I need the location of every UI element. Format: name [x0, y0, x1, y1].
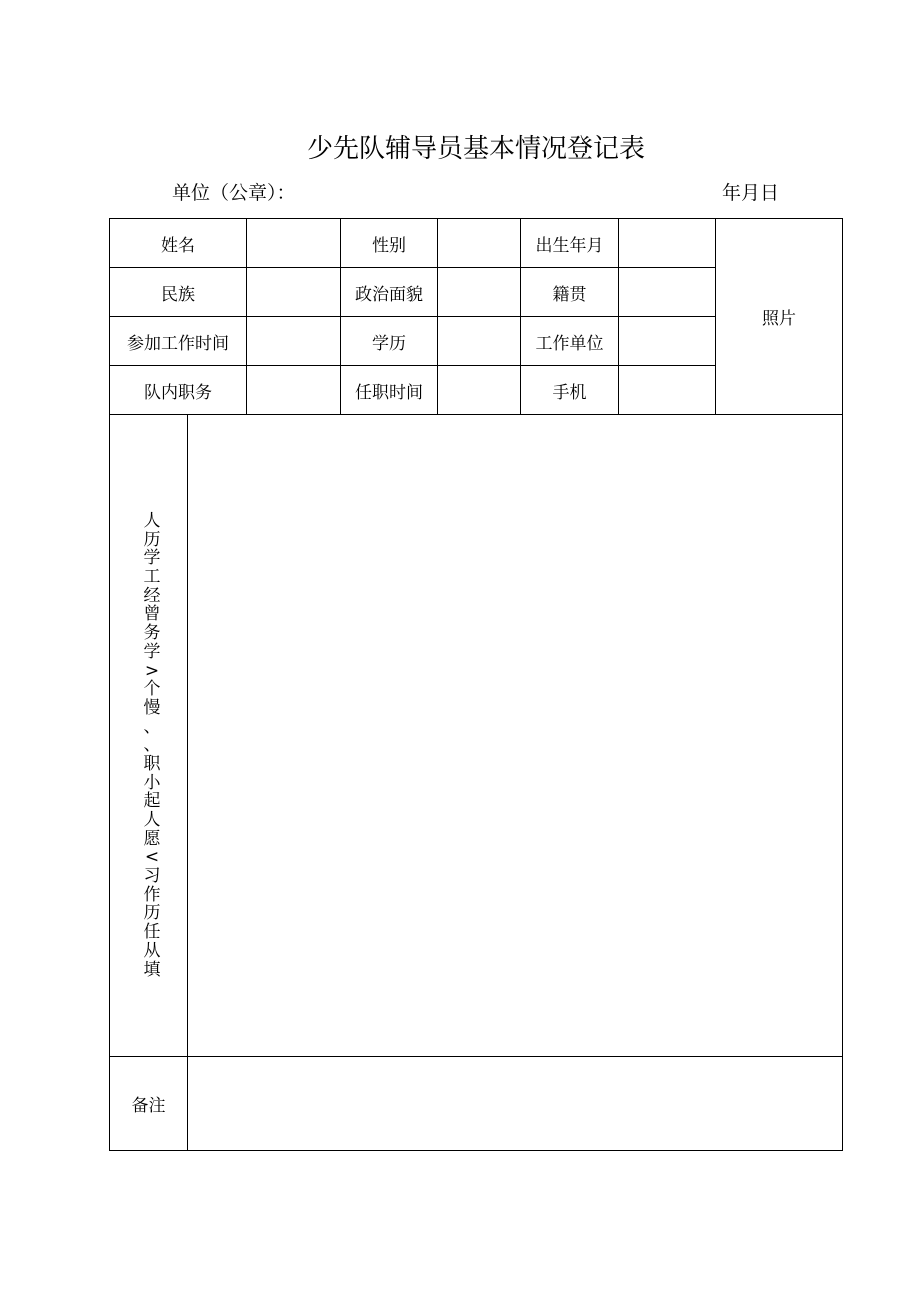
tenure-label: 任职时间	[341, 366, 438, 415]
native-place-value-cell[interactable]	[619, 268, 716, 317]
resume-label-char: <	[144, 847, 160, 868]
notes-row	[110, 1057, 843, 1151]
resume-vertical-label	[142, 512, 162, 979]
team-position-value-cell[interactable]	[247, 366, 341, 415]
work-unit-value-cell[interactable]	[619, 317, 716, 366]
resume-label-char: 历	[143, 903, 161, 924]
team-position-label: 队内职务	[110, 366, 247, 415]
political-status-label: 政治面貌	[341, 268, 438, 317]
phone-value-cell[interactable]	[619, 366, 716, 415]
ethnicity-label: 民族	[110, 268, 247, 317]
political-status-value-cell[interactable]	[438, 268, 521, 317]
resume-label-char: 起	[143, 791, 161, 812]
birth-value-cell[interactable]	[619, 219, 716, 268]
resume-label-char: 学	[143, 548, 161, 569]
notes-value-cell[interactable]	[188, 1057, 843, 1151]
ethnicity-value-cell[interactable]	[247, 268, 341, 317]
resume-label-char: 学	[143, 641, 161, 662]
resume-label-char: 人	[143, 810, 161, 830]
resume-label-char: 小	[143, 772, 161, 793]
resume-label-char: 曾	[143, 604, 161, 625]
resume-label-char: 填	[143, 959, 161, 980]
resume-value-cell[interactable]	[188, 415, 843, 1057]
resume-label-char: 个	[143, 679, 161, 700]
resume-label-char: 、	[143, 735, 161, 756]
name-label: 姓名	[110, 219, 247, 268]
photo-cell[interactable]: 照片	[716, 219, 843, 415]
phone-label: 手机	[521, 366, 619, 415]
resume-label-char: 从	[143, 940, 161, 961]
work-unit-label: 工作单位	[521, 317, 619, 366]
unit-stamp-label: 单位（公章）：	[172, 182, 296, 204]
tenure-value-cell[interactable]	[438, 366, 521, 415]
resume-label-char: 作	[143, 884, 161, 905]
work-start-label: 参加工作时间	[110, 317, 247, 366]
resume-label-char: 职	[143, 753, 161, 774]
resume-label-char: 经	[143, 585, 161, 606]
education-label: 学历	[341, 317, 438, 366]
resume-label-char: >	[144, 660, 160, 681]
form-row-1	[110, 219, 843, 268]
resume-label-char: 务	[143, 623, 161, 644]
work-start-value-cell[interactable]	[247, 317, 341, 366]
registration-form-table	[109, 218, 843, 1151]
date-label: 年月日	[722, 182, 780, 204]
resume-label-cell	[110, 415, 188, 1057]
notes-label: 备注	[110, 1057, 188, 1151]
birth-label: 出生年月	[521, 219, 619, 268]
native-place-label: 籍贯	[521, 268, 619, 317]
resume-label-char: 任	[143, 922, 161, 943]
resume-label-char: 历	[143, 529, 161, 550]
resume-label-char: 人	[143, 511, 161, 531]
resume-label-char: 习	[143, 866, 161, 887]
resume-row	[110, 415, 843, 1057]
resume-label-char: 愿	[143, 828, 161, 849]
gender-value-cell[interactable]	[438, 219, 521, 268]
resume-label-char: 工	[143, 567, 161, 588]
name-value-cell[interactable]	[247, 219, 341, 268]
education-value-cell[interactable]	[438, 317, 521, 366]
resume-label-char: 慢	[143, 697, 161, 718]
resume-label-char: 、	[143, 716, 161, 737]
form-title: 少先队辅导员基本情况登记表	[306, 134, 645, 164]
gender-label: 性别	[341, 219, 438, 268]
